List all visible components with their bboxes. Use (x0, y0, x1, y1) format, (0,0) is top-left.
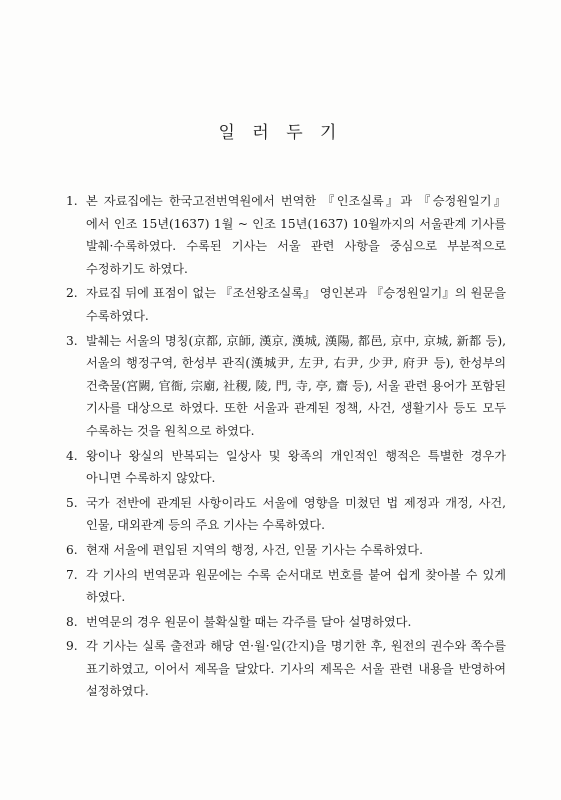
note-number: 2. (66, 286, 78, 301)
notes-list (66, 190, 506, 705)
note-number: 1. (66, 194, 78, 208)
note-item-1 (66, 190, 506, 280)
note-number: 3. (66, 333, 78, 348)
note-text: 번역문의 경우 원문이 불확실할 때는 각주를 달아 설명하였다. (86, 614, 412, 629)
note-item-8 (66, 611, 506, 634)
note-number: 7. (66, 567, 78, 582)
note-text: 현재 서울에 편입된 지역의 행정, 사건, 인물 기사는 수록하였다. (86, 542, 423, 557)
note-item-7 (66, 564, 506, 609)
note-number: 5. (66, 495, 78, 510)
note-text: 발췌는 서울의 명칭(京都, 京師, 漢京, 漢城, 漢陽, 都邑, 京中, 京城, 新都 등), 서울의 행정구역, 한성부 관직(漢城尹, 左尹, 右尹, 少尹, 府尹 등), 한성부의 건축물(宮闕, 官衙, 宗廟, 社稷, 陵, 門, 寺, 亭, 齋 등), 서울 관련 용어가 포함된 기사를 대상으로 하였다. 또한 서울과 관계된 정책, 사건, 생활기사 등도 모두 수록하는 것을 원칙으로 하였다. (86, 333, 506, 438)
note-number: 8. (66, 614, 78, 629)
note-item-4 (66, 445, 506, 490)
note-number: 6. (66, 542, 78, 557)
note-item-6 (66, 539, 506, 562)
note-item-2 (66, 282, 506, 327)
note-text: 왕이나 왕실의 반복되는 일상사 및 왕족의 개인적인 행적은 특별한 경우가 아니면 수록하지 않았다. (86, 448, 506, 486)
note-item-5 (66, 492, 506, 537)
page-title: 일 러 두 기 (218, 123, 343, 143)
note-text: 국가 전반에 관계된 사항이라도 서울에 영향을 미쳤던 법 제정과 개정, 사건, 인물, 대외관계 등의 주요 기사는 수록하였다. (86, 495, 506, 533)
note-text: 각 기사는 실록 출전과 해당 연·월·일(간지)을 명기한 후, 원전의 권수와 쪽수를 표기하였고, 이어서 제목을 달았다. 기사의 제목은 서울 관련 내용을 반영하여 설정하였다. (86, 639, 506, 699)
note-number: 4. (66, 448, 78, 463)
note-item-3 (66, 330, 506, 443)
note-text: 자료집 뒤에 표점이 없는 『조선왕조실록』 영인본과 『승정원일기』의 원문을 수록하였다. (86, 286, 506, 323)
note-number: 9. (66, 639, 78, 654)
note-item-9 (66, 635, 506, 703)
note-text: 본 자료집에는 한국고전번역원에서 번역한 『인조실록』과 『승정원일기』에서 인조 15년(1637) 1월 ~ 인조 15년(1637) 10월까지의 서울관계 기사를 발췌·수록하였다. 수록된 기사는 서울 관련 사항을 중심으로 부분적으로 수정하기도 하였다. (86, 194, 506, 276)
note-text: 각 기사의 번역문과 원문에는 수록 순서대로 번호를 붙여 쉽게 찾아볼 수 있게 하였다. (86, 567, 506, 605)
